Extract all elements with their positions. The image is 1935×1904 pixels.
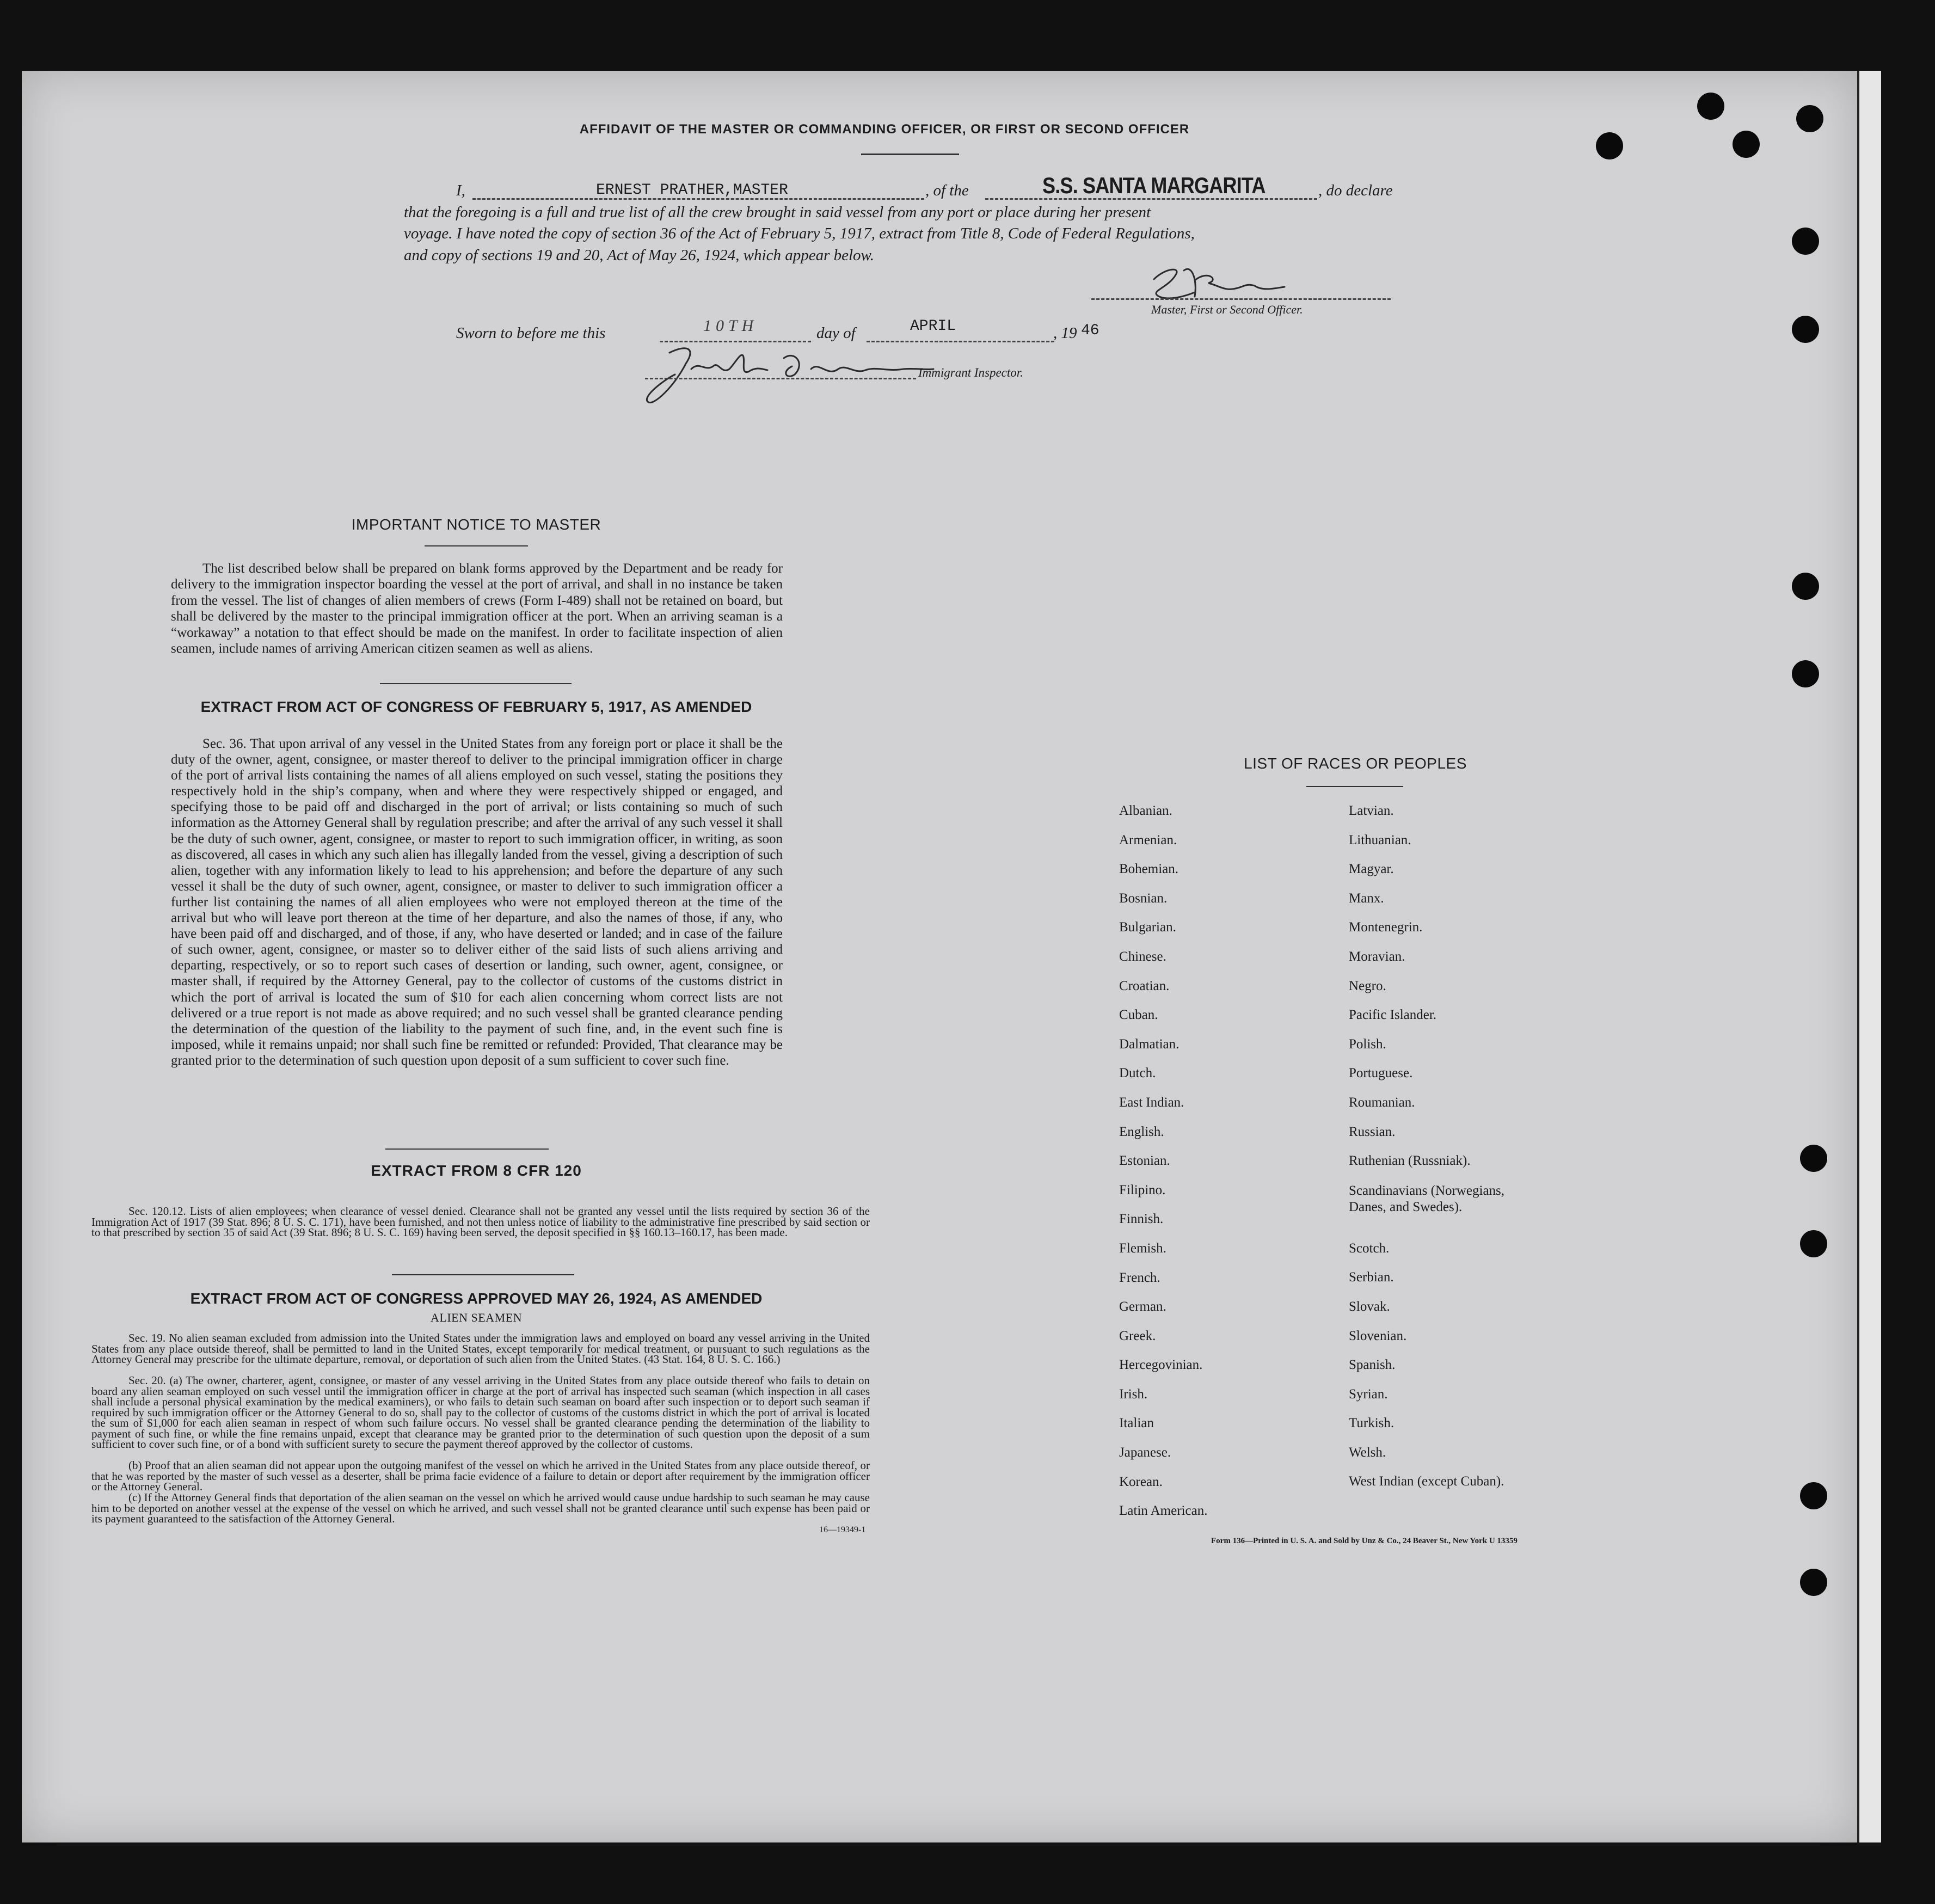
year-field: 46 bbox=[1081, 322, 1099, 339]
races-rule bbox=[1306, 786, 1403, 787]
notice-title: IMPORTANT NOTICE TO MASTER bbox=[351, 516, 601, 533]
race-item: Manx. bbox=[1349, 890, 1384, 906]
race-item: Russian. bbox=[1349, 1124, 1396, 1139]
race-item: Latvian. bbox=[1349, 803, 1394, 818]
race-item: French. bbox=[1119, 1270, 1160, 1285]
race-item: Polish. bbox=[1349, 1036, 1386, 1052]
race-item: Turkish. bbox=[1349, 1416, 1395, 1431]
officer-signature-line bbox=[1091, 298, 1391, 300]
race-item: Ruthenian (Russniak). bbox=[1349, 1153, 1471, 1169]
race-item: Lithuanian. bbox=[1349, 832, 1411, 847]
race-item: Korean. bbox=[1119, 1474, 1163, 1489]
race-item: Irish. bbox=[1119, 1386, 1148, 1402]
race-item: Hercegovinian. bbox=[1119, 1358, 1203, 1373]
race-item: Greek. bbox=[1119, 1328, 1156, 1343]
race-item: Dalmatian. bbox=[1119, 1036, 1180, 1052]
binder-hole bbox=[1792, 316, 1819, 343]
race-item: Moravian. bbox=[1349, 949, 1405, 964]
race-item: Serbian. bbox=[1349, 1270, 1394, 1285]
race-item: Slovak. bbox=[1349, 1299, 1390, 1314]
race-item: Finnish. bbox=[1119, 1212, 1164, 1227]
races-title: LIST OF RACES OR PEOPLES bbox=[1244, 755, 1467, 772]
race-item: Spanish. bbox=[1349, 1358, 1396, 1373]
vessel-name-field: S.S. SANTA MARGARITA bbox=[1042, 173, 1266, 198]
extract1924-sec19: Sec. 19. No alien seaman excluded from admission into the United States under the immigration laws and employed on board any vessel arriving in the United States from any place outside thereof, shall be permitted to land in the United States, except temporarily for medical treatment, or pursuant to such regulations as the Attorney General may prescribe for the ultimate departure, removal, or deportation of such alien from the United States. (43 Stat. 164, 8 U. S. C. 166.) bbox=[91, 1331, 870, 1366]
sworn-month-field: APRIL bbox=[910, 318, 956, 335]
extract1917-body: Sec. 36. That upon arrival of any vessel in the United States from any foreign port or place it shall be the duty of the owner, agent, consignee, or master thereof to deliver to the principal immigration officer in charge of the port of arrival lists containing the names of all aliens employed on such vessel, stating the positions they respectively hold in the ship’s company, when and where they were respectively shipped or engaged, and specifying those to be paid off and discharged in the port of arrival; or lists containing so much of such information as the Attorney General shall by regulation prescribe; and after the arrival of any such vessel it shall be the duty of such owner, agent, consignee, or master to report to such immigration officer, in writing, as soon as discovered, all cases in which any such alien has illegally landed from the vessel, giving a description of such alien, together with any information likely to lead to his apprehension; and before the departure of any such vessel it shall be the duty of such owner, agent, consignee, or master to deliver to such immigration officer a further list containing the names of all alien employees who were not employed thereon at the time of the arrival but who will leave port thereon at the time of her departure, and also the names of those, if any, who have been paid off and discharged, and of those, if any, who have deserted or landed; and in case of the failure of such owner, agent, consignee, or master so to deliver either of the said lists of such aliens arriving and departing, respectively, or so to report such cases of desertion or landing, such owner, agent, consignee, or master shall, if required by the Attorney General, pay to the collector of customs of the customs district in which the port of arrival is located the sum of $10 for each alien concerning whom correct lists are not delivered or a true report is not made as above required; and no such vessel shall be granted clearance pending the determination of the question of the liability to the payment of such fine, and, in the event such fine is imposed, while it remains unpaid; nor shall such fine be remitted or refunded: Provided, That clearance may be granted prior to the determination of such question upon deposit of a sum sufficient to cover such fine. bbox=[171, 736, 783, 1068]
race-item: Pacific Islander. bbox=[1349, 1008, 1437, 1023]
race-item: Flemish. bbox=[1119, 1240, 1166, 1256]
heading-rule bbox=[861, 153, 959, 155]
race-item: Albanian. bbox=[1119, 803, 1172, 818]
binder-hole bbox=[1792, 660, 1819, 687]
binder-hole bbox=[1596, 132, 1623, 159]
affidavit-statement-3: and copy of sections 19 and 20, Act of May 26, 1924, which appear below. bbox=[404, 247, 874, 264]
race-item: Japanese. bbox=[1119, 1445, 1171, 1460]
binder-hole bbox=[1796, 105, 1823, 132]
extract1924-title: EXTRACT FROM ACT OF CONGRESS APPROVED MAY 26, 1924, AS AMENDED bbox=[190, 1290, 763, 1307]
binder-hole bbox=[1733, 131, 1760, 158]
officer-caption: Master, First or Second Officer. bbox=[1151, 303, 1303, 316]
master-name-field: ERNEST PRATHER,MASTER bbox=[596, 182, 788, 199]
inspector-signature bbox=[631, 342, 936, 418]
race-item: Chinese. bbox=[1119, 949, 1166, 964]
form-code: 16—19349-1 bbox=[819, 1525, 866, 1534]
race-item: Syrian. bbox=[1349, 1386, 1388, 1402]
race-item: Cuban. bbox=[1119, 1008, 1158, 1023]
race-item: Armenian. bbox=[1119, 832, 1177, 847]
race-item: Estonian. bbox=[1119, 1153, 1170, 1169]
notice-body: The list described below shall be prepared on blank forms approved by the Department and be ready for delivery to the immigration inspector boarding the vessel at the port of arrival, and shall in no instance be taken from the vessel. The list of changes of alien members of crews (Form I-489) shall not be retained on board, but shall be delivered by the master to the principal immigration officer at the port. When an arriving seaman is a “workaway” a notation to that effect should be made on the manifest. In order to facilitate inspection of alien seamen, include names of arriving American citizen seamen as well as aliens. bbox=[171, 561, 783, 656]
sworn-prefix: Sworn to before me this bbox=[456, 324, 606, 342]
binder-hole bbox=[1697, 93, 1724, 120]
inspector-caption: Immigrant Inspector. bbox=[918, 366, 1023, 379]
race-item: Portuguese. bbox=[1349, 1066, 1413, 1081]
race-item: Scandinavians (Norwegians, Danes, and Swedes). bbox=[1349, 1183, 1505, 1214]
race-item: Croatian. bbox=[1119, 978, 1170, 993]
printer-footer: Form 136—Printed in U. S. A. and Sold by Unz & Co., 24 Beaver St., New York U 13359 bbox=[1211, 1537, 1518, 1545]
affidavit-heading: AFFIDAVIT OF THE MASTER OR COMMANDING OFFICER, OR FIRST OR SECOND OFFICER bbox=[579, 122, 1190, 137]
race-item: Scotch. bbox=[1349, 1240, 1390, 1256]
race-item: Magyar. bbox=[1349, 862, 1394, 877]
extract1924-sec20b: (b) Proof that an alien seaman did not appear upon the outgoing manifest of the vessel on which he arrived in the United States from any place outside thereof, or that he was reported by the master of such vessel as a deserter, shall be prima facie evidence of a failure to detain or deport after requirement by the immigration officer or the Attorney General. bbox=[91, 1459, 870, 1493]
year-prefix: , 19 bbox=[1053, 324, 1077, 342]
binder-hole bbox=[1800, 1230, 1827, 1257]
binder-hole bbox=[1800, 1569, 1827, 1596]
race-item: Bohemian. bbox=[1119, 862, 1179, 877]
race-item: Roumanian. bbox=[1349, 1095, 1415, 1110]
race-item: Bulgarian. bbox=[1119, 920, 1176, 935]
race-item: Welsh. bbox=[1349, 1445, 1386, 1460]
binder-hole bbox=[1800, 1145, 1827, 1172]
extract1924-subtitle: ALIEN SEAMEN bbox=[431, 1311, 522, 1324]
races-left-column bbox=[1119, 803, 1326, 1533]
race-item: Dutch. bbox=[1119, 1066, 1156, 1081]
notice-end-rule bbox=[380, 683, 572, 684]
race-item: Slovenian. bbox=[1349, 1328, 1407, 1343]
sworn-day-field: 10TH bbox=[703, 317, 758, 335]
race-item: Italian bbox=[1119, 1416, 1154, 1431]
notice-rule bbox=[425, 545, 528, 546]
day-of-label: day of bbox=[816, 324, 856, 342]
page-edge bbox=[1857, 71, 1881, 1842]
affidavit-statement-2: voyage. I have noted the copy of section 36 of the Act of February 5, 1917, extract from Title 8, Code of Federal Regulations, bbox=[404, 225, 1195, 242]
cfr-title: EXTRACT FROM 8 CFR 120 bbox=[371, 1162, 582, 1179]
extract1924-sec20a: Sec. 20. (a) The owner, charterer, agent, consignee, or master of any vessel arriving in the United States from any place outside thereof who fails to detain on board any alien seaman employed on such vessel until the immigration officer in charge at the port of arrival has inspected such seaman (which inspection in all cases shall include a personal physical examination by the medical examiners), or who fails to detain such seaman on board after such inspection or to deport such seaman if required by such immigration officer or the Attorney General to do so, shall pay to the collector of customs of the customs district in which the port of arrival is located the sum of $1,000 for each alien seaman in respect of whom such failure occurs. No vessel shall be granted clearance pending the determination of the liability to payment of such fine, or while the fine remains unpaid, except that clearance may be granted prior to the determination of such question upon the deposit of a sum sufficient to cover such fine, or of a bond with sufficient surety to secure the payment thereof approved by the collector of customs. bbox=[91, 1374, 870, 1451]
cfr-end-rule bbox=[392, 1274, 574, 1275]
of-the-label: , of the bbox=[925, 182, 969, 199]
inspector-signature-line bbox=[645, 378, 916, 379]
race-item: Montenegrin. bbox=[1349, 920, 1423, 935]
do-declare-label: , do declare bbox=[1318, 182, 1393, 199]
race-item: Bosnian. bbox=[1119, 890, 1168, 906]
race-item: Filipino. bbox=[1119, 1182, 1166, 1197]
race-item: German. bbox=[1119, 1299, 1166, 1315]
extract1917-end-rule bbox=[385, 1148, 549, 1150]
master-signature bbox=[1143, 259, 1295, 308]
race-item: English. bbox=[1119, 1124, 1164, 1139]
binder-hole bbox=[1792, 228, 1819, 255]
race-item: East Indian. bbox=[1119, 1095, 1184, 1110]
race-item: Latin American. bbox=[1119, 1503, 1208, 1519]
extract1917-title: EXTRACT FROM ACT OF CONGRESS OF FEBRUARY 5, 1917, AS AMENDED bbox=[200, 698, 752, 715]
extract1924-sec20c: (c) If the Attorney General finds that deportation of the alien seaman on the vessel on which he arrived would cause undue hardship to such seaman he may cause him to be deported on another vessel at the expense of the vessel on which he arrived, and such vessel shall not be granted clearance until such expense has been paid or its payment guaranteed to the satisfaction of the Attorney General. bbox=[91, 1491, 870, 1525]
affidavit-statement-1: that the foregoing is a full and true list of all the crew brought in said vessel from any port or place during her present bbox=[404, 204, 1151, 221]
i-label: I, bbox=[456, 182, 465, 199]
cfr-body: Sec. 120.12. Lists of alien employees; when clearance of vessel denied. Clearance shall not be granted any vessel until the lists required by section 36 of the Immigration Act of 1917 (39 Stat. 896; 8 U. S. C. 171), have been furnished, and not then unless notice of liability to the administrative fine prescribed by said section or to that prescribed by section 35 of said Act (39 Stat. 896; 8 U. S. C. 169) having been served, the deposit specified in §§ 160.13–160.17, has been made. bbox=[91, 1205, 870, 1239]
binder-hole bbox=[1792, 573, 1819, 600]
binder-hole bbox=[1800, 1482, 1827, 1509]
race-item: Negro. bbox=[1349, 978, 1386, 993]
races-right-column bbox=[1349, 803, 1632, 1503]
race-item: West Indian (except Cuban). bbox=[1349, 1474, 1504, 1489]
